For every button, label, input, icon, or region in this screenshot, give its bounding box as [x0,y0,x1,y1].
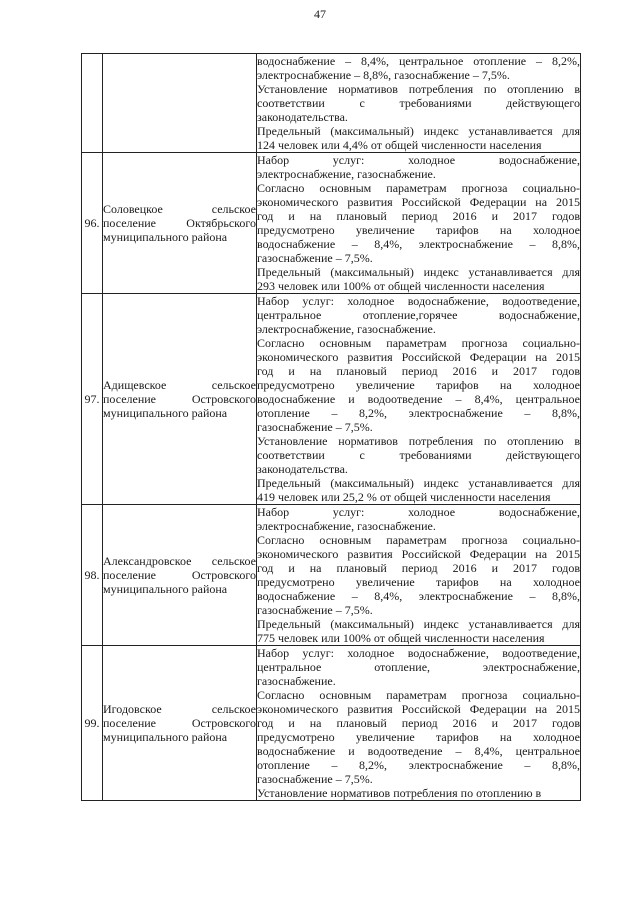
description-line: экономического развития Российской Федерации на 2015 [257,350,580,364]
description-cell [257,54,581,153]
description-paragraph [257,181,580,265]
description-paragraph [257,82,580,124]
description-paragraph [257,688,580,786]
description-line: Согласно основным параметрам прогноза социально- [257,533,580,547]
description-paragraph [257,153,580,181]
description-line: газоснабжение – 7,5%. [257,251,373,265]
description-line: 419 человек или 25,2 % от общей численности населения [257,490,551,504]
settlement-name-cell [103,646,257,801]
description-line: водоснабжение – 8,4%, электроснабжение – 8,8%, [257,589,580,603]
table-row [82,54,581,153]
description-line: водоснабжение – 8,4%, электроснабжение – 8,8%, [257,237,580,251]
row-number-cell [82,54,103,153]
description-line: Набор услуг: холодное водоснабжение, [257,153,580,167]
description-line: газоснабжение. [257,674,336,688]
description-line: газоснабжение – 7,5%. [257,772,373,786]
description-line: экономического развития Российской Федерации на 2015 [257,702,580,716]
table-row [82,646,581,801]
description-line: газоснабжение – 7,5%. [257,603,373,617]
description-line: предусмотрено увеличение тарифов на холодное [257,575,580,589]
description-line: водоснабжение и водоотведение – 8,4%, центральное [257,744,580,758]
description-line: Набор услуг: холодное водоснабжение, водоотведение, [257,294,580,308]
row-number-cell: 97. [82,294,103,505]
description-line: 293 человек или 100% от общей численности населения [257,279,545,293]
description-line: Установление нормативов потребления по отоплению в [257,786,542,800]
settlement-name-cell [103,54,257,153]
row-number-cell: 98. [82,505,103,646]
settlement-name-cell [103,294,257,505]
description-line: Предельный (максимальный) индекс устанавливается для [257,476,580,490]
row-number-cell: 99. [82,646,103,801]
description-line: Набор услуг: холодное водоснабжение, [257,505,580,519]
description-line: законодательства. [257,110,348,124]
description-line: экономического развития Российской Федерации на 2015 [257,547,580,561]
description-paragraph [257,434,580,476]
description-line: электроснабжение – 8,8%, газоснабжение – 7,5%. [257,68,510,82]
row-number-cell: 96. [82,153,103,294]
description-line: отопление – 8,2%, электроснабжение – 8,8%, [257,758,580,772]
description-paragraph [257,646,580,688]
description-line: Установление нормативов потребления по отоплению в [257,82,580,96]
table-row [82,153,581,294]
settlement-name: Игодовское сельское поселение Островского муниципального района [103,702,256,744]
description-line: отопление – 8,2%, электроснабжение – 8,8%, [257,406,580,420]
description-paragraph [257,786,580,800]
description-line: соответствии с требованиями действующего [257,96,580,110]
description-line: Предельный (максимальный) индекс устанавливается для [257,617,580,631]
description-line: предусмотрено увеличение тарифов на холодное [257,730,580,744]
description-line: год и на плановый период 2016 и 2017 годов [257,209,580,223]
description-line: водоснабжение – 8,4%, центральное отопление – 8,2%, [257,54,580,68]
description-cell [257,505,581,646]
description-line: предусмотрено увеличение тарифов на холодное [257,378,580,392]
table-body [82,54,581,801]
description-line: центральное отопление, электроснабжение, [257,660,580,674]
settlement-name: Соловецкое сельское поселение Октябрьского муниципального района [103,202,256,244]
description-line: год и на плановый период 2016 и 2017 годов [257,716,580,730]
table-row [82,505,581,646]
description-line: законодательства. [257,462,348,476]
description-line: Согласно основным параметрам прогноза социально- [257,688,580,702]
description-line: водоснабжение и водоотведение – 8,4%, центральное [257,392,580,406]
description-paragraph [257,294,580,336]
table-row [82,294,581,505]
page-number: 47 [314,7,326,21]
settlement-name: Александровское сельское поселение Островского муниципального района [103,554,256,596]
description-line: электроснабжение, газоснабжение. [257,519,436,533]
description-line: Предельный (максимальный) индекс устанавливается для [257,265,580,279]
description-line: Предельный (максимальный) индекс устанавливается для [257,124,580,138]
description-cell [257,294,581,505]
description-line: Согласно основным параметрам прогноза социально- [257,181,580,195]
description-line: электроснабжение, газоснабжение. [257,167,436,181]
description-line: 124 человек или 4,4% от общей численности населения [257,138,542,152]
description-paragraph [257,336,580,434]
description-line: Согласно основным параметрам прогноза социально- [257,336,580,350]
settlement-name: Адищевское сельское поселение Островского муниципального района [103,378,256,420]
settlement-name-cell [103,153,257,294]
description-cell [257,646,581,801]
description-paragraph [257,533,580,617]
description-line: центральное отопление,горячее водоснабжение, [257,308,580,322]
description-paragraph [257,54,580,82]
description-line: год и на плановый период 2016 и 2017 годов [257,561,580,575]
description-paragraph [257,476,580,504]
tariff-index-table [81,53,581,801]
settlement-name-cell [103,505,257,646]
description-line: год и на плановый период 2016 и 2017 годов [257,364,580,378]
description-line: экономического развития Российской Федерации на 2015 [257,195,580,209]
description-line: газоснабжение – 7,5%. [257,420,373,434]
description-line: электроснабжение, газоснабжение. [257,322,436,336]
description-paragraph [257,617,580,645]
description-line: предусмотрено увеличение тарифов на холодное [257,223,580,237]
description-paragraph [257,265,580,293]
description-line: Установление нормативов потребления по отоплению в [257,434,580,448]
description-paragraph [257,505,580,533]
description-paragraph [257,124,580,152]
description-line: соответствии с требованиями действующего [257,448,580,462]
description-cell [257,153,581,294]
description-line: Набор услуг: холодное водоснабжение, водоотведение, [257,646,580,660]
description-line: 775 человек или 100% от общей численности населения [257,631,545,645]
